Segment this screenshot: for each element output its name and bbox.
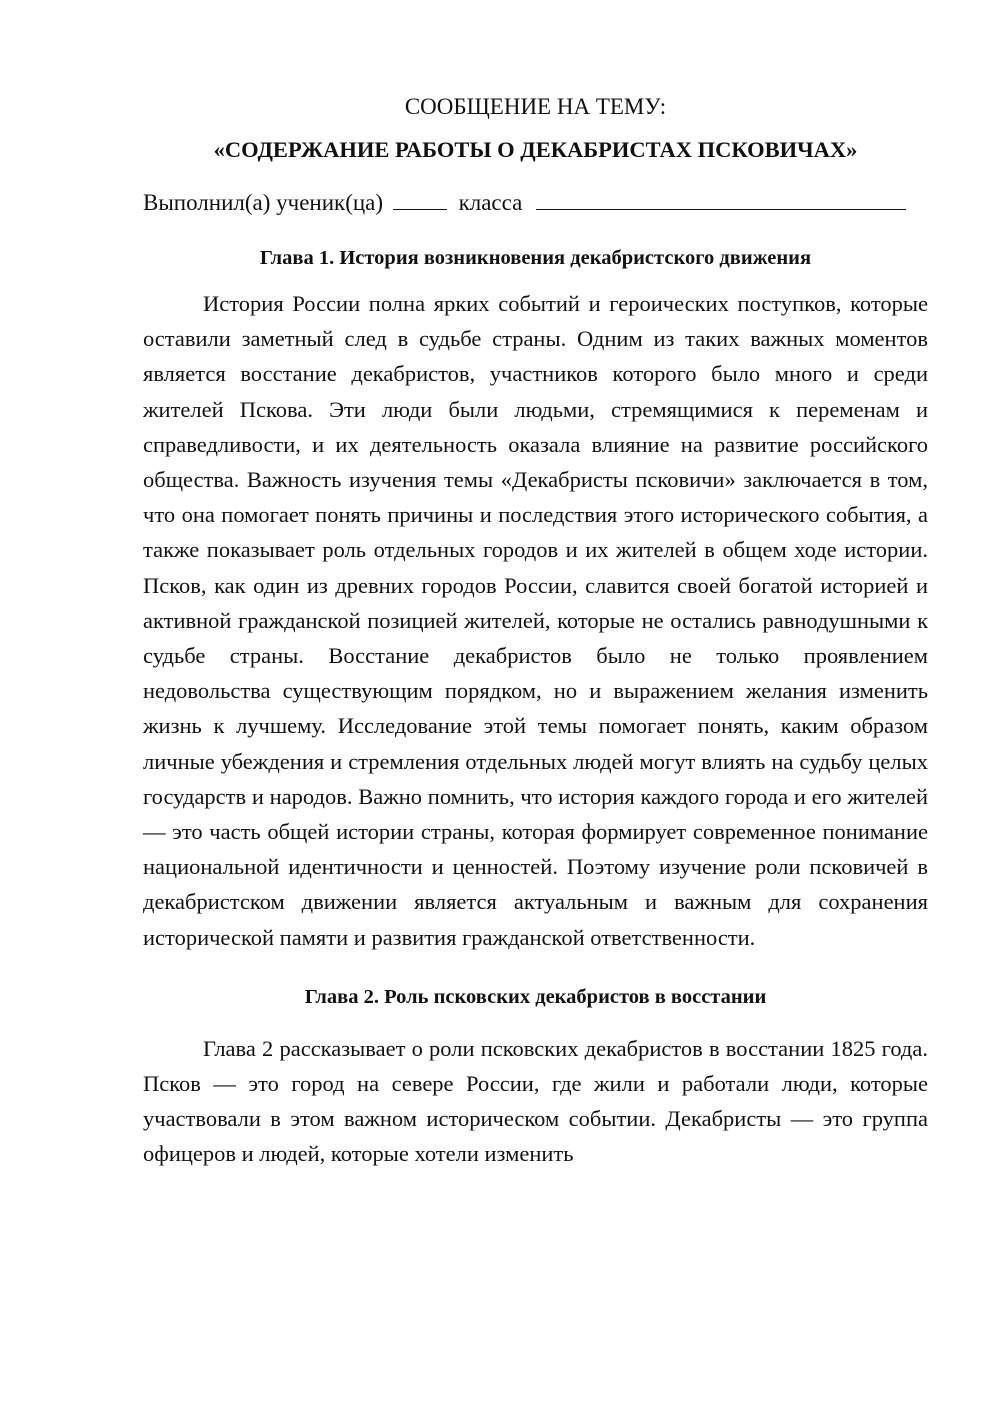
chapter-2-paragraph: Глава 2 рассказывает о роли псковских декабристов в восстании 1825 года. Псков — это город на севере России, где жили и работали люди, которые участвовали в этом важном историческом событии. Декабристы — это группа офицеров и людей, которые хотели изменить: [143, 1035, 928, 1167]
chapter-1-heading: Глава 1. История возникновения декабристского движения: [259, 247, 812, 269]
performed-by-label: Выполнил(а) ученик(ца): [143, 190, 384, 215]
grade-blank-field: [393, 187, 447, 210]
signature-line: [143, 187, 928, 218]
document-title: «СОДЕРЖАНИЕ РАБОТЫ О ДЕКАБРИСТАХ ПСКОВИЧАХ»: [213, 137, 858, 162]
class-blank-field: [536, 187, 906, 210]
document-page: [143, 92, 928, 1172]
document-kicker: СООБЩЕНИЕ НА ТЕМУ:: [404, 94, 667, 119]
class-label: класса: [458, 190, 523, 215]
chapter-2-heading: Глава 2. Роль псковских декабристов в восстании: [304, 985, 767, 1008]
chapter-1-paragraph: История России полна ярких событий и героических поступков, которые оставили заметный след в судьбе страны. Одним из таких важных моментов является восстание декабристов, участников которого было много и среди жителей Пскова. Эти люди были людьми, стремящимися к переменам и справедливости, и их деятельность оказала влияние на развитие российского общества. Важность изучения темы «Декабристы псковичи» заключается в том, что она помогает понять причины и последствия этого исторического события, а также показывает роль отдельных городов и их жителей в общем ходе истории. Псков, как один из древних городов России, славится своей богатой историей и активной гражданской позицией жителей, которые не остались равнодушными к судьбе страны. Восстание декабристов было не только проявлением недовольства существующим порядком, но и выражением желания изменить жизнь к лучшему. Исследование этой темы помогает понять, каким образом личные убеждения и стремления отдельных людей могут влиять на судьбу целых государств и народов. Важно помнить, что история каждого города и его жителей — это часть общей истории страны, которая формирует современное понимание национальной идентичности и ценностей. Поэтому изучение роли псковичей в декабристском движении является актуальным и важным для сохранения исторической памяти и развития гражданской ответственности.: [143, 291, 928, 950]
